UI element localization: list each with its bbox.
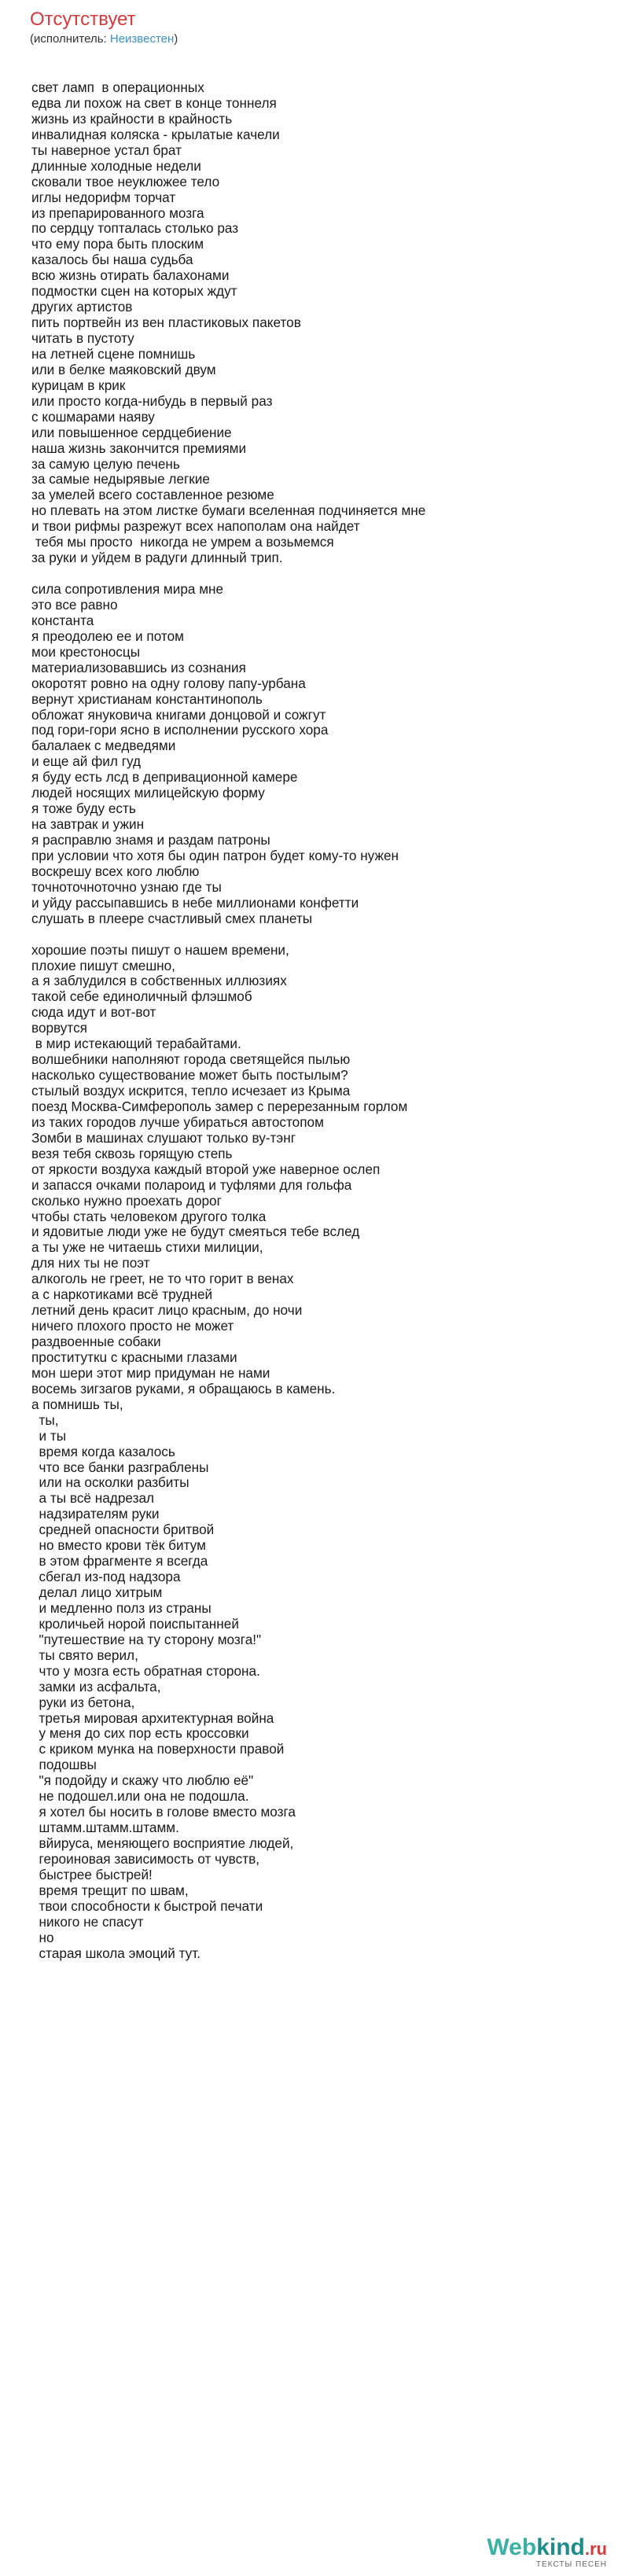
- lyric-line: курицам в крик: [31, 377, 126, 393]
- lyric-line: ворвутся: [31, 1020, 87, 1036]
- lyric-line: средней опасности бритвой: [31, 1522, 215, 1538]
- lyric-line: мои крестоносцы: [31, 643, 141, 660]
- lyric-line: Зомби в машинах слушают только ву-тэнг: [31, 1129, 296, 1146]
- lyric-line: мон шери этот мир придуман не нами: [31, 1364, 270, 1381]
- lyric-line: ты наверное устал брат: [31, 142, 182, 158]
- lyric-line: пить портвейн из вен пластиковых пакетов: [31, 315, 301, 331]
- lyric-line: едва ли похож на свет в конце тоннеля: [31, 94, 277, 111]
- lyric-line: слушать в плеере счастливый смех планеты: [31, 910, 313, 926]
- lyric-line: летний день красит лицо красным, до ночи: [31, 1302, 303, 1319]
- lyric-line: "я подойду и скажу что люблю её": [31, 1772, 254, 1789]
- lyric-line: чтобы стать человеком другого толка: [31, 1208, 267, 1224]
- lyric-line: наша жизнь закончится премиями: [31, 440, 247, 456]
- lyric-line: обложат януковича книгами донцовой и сожгут: [31, 706, 326, 723]
- lyric-line: за самую целую печень: [31, 455, 180, 472]
- lyric-line: или повышенное сердцебиение: [31, 424, 232, 440]
- lyric-line: в мир истекающий терабайтами.: [31, 1036, 241, 1052]
- lyric-line: поезд Москва-Симферополь замер с перерезанным горлом: [31, 1098, 408, 1114]
- lyric-line: за руки и уйдем в радуги длинный трип.: [31, 550, 283, 566]
- performer-suffix: ): [174, 32, 178, 46]
- lyric-line: или в белке маяковский двум: [31, 361, 216, 377]
- performer-link[interactable]: Неизвестен: [109, 32, 175, 46]
- lyric-line: а ты всё надрезал: [31, 1490, 155, 1507]
- lyric-line: длинные холодные недели: [31, 157, 201, 174]
- lyric-line: старая школа эмоций тут.: [31, 1945, 200, 1961]
- lyric-line: балалаек с медведями: [31, 738, 176, 754]
- lyric-line: твои способности к быстрой печати: [31, 1897, 263, 1914]
- lyric-line: за умелей всего составленное резюме: [31, 487, 274, 503]
- lyric-line: надзирателям руки: [31, 1506, 160, 1522]
- lyric-line: время трещит по швам,: [31, 1882, 189, 1898]
- lyric-line: жизнь из крайности в крайность: [31, 110, 233, 127]
- lyric-line: а ты уже не читаешь стихи милиции,: [31, 1239, 263, 1256]
- lyric-line: везя тебя сквозь горящую степь: [31, 1145, 233, 1161]
- lyric-line: волшебники наполняют города светящейся пылью: [31, 1051, 351, 1068]
- lyric-line: руки из бетона,: [31, 1694, 135, 1710]
- lyric-line: и твои рифмы разрежут всех напополам она найдет: [31, 518, 360, 535]
- lyric-line: такой себе единоличный флэшмоб: [31, 988, 252, 1005]
- lyric-line: окоротят ровно на одну голову папу-урбана: [31, 675, 306, 691]
- lyric-line: от яркости воздуха каждый второй уже наверное ослеп: [31, 1161, 381, 1177]
- lyric-line: кроличьей норой поиспытанней: [31, 1615, 239, 1632]
- lyric-line: при условии что хотя бы один патрон будет кому-то нужен: [31, 847, 399, 863]
- lyric-line: или просто когда-нибудь в первый раз: [31, 392, 273, 409]
- lyric-line: я тоже буду есть: [31, 800, 136, 817]
- lyric-line: ты свято верил,: [31, 1647, 138, 1663]
- lyric-line: что у мозга есть обратная сторона.: [31, 1662, 260, 1679]
- lyric-line: у меня до сих пор есть кроссовки: [31, 1725, 249, 1742]
- lyric-line: ты,: [31, 1411, 59, 1428]
- lyric-line: иглы недорифм торчат: [31, 189, 176, 205]
- lyric-line: сковали твое неуклюжее тело: [31, 173, 220, 190]
- performer-prefix: (исполнитель:: [30, 32, 110, 46]
- lyric-line: сюда идут и вот-вот: [31, 1004, 156, 1021]
- lyric-line: плохие пишут смешно,: [31, 957, 175, 973]
- lyric-line: [31, 566, 613, 582]
- lyric-line: не подошел.или она не подошла.: [31, 1788, 249, 1805]
- lyric-line: точноточноточно узнаю где ты: [31, 878, 222, 895]
- lyric-line: казалось бы наша судьба: [31, 252, 193, 268]
- lyric-line: константа: [31, 612, 94, 628]
- lyric-line: и запасся очками полароид и туфлями для гольфа: [31, 1176, 352, 1193]
- lyric-line: вернут христианам константинополь: [31, 690, 263, 707]
- lyric-line: и медленно полз из страны: [31, 1599, 212, 1616]
- lyric-line: или на осколки разбиты: [31, 1474, 189, 1491]
- lyric-line: за самые недырявые легкие: [31, 471, 210, 488]
- logo-wordmark: Webkind.ru: [487, 2534, 607, 2560]
- lyric-line: читать в пустоту: [31, 330, 134, 346]
- lyric-line: "путешествие на ту сторону мозга!": [31, 1631, 262, 1647]
- lyric-line: с криком мунка на поверхности правой: [31, 1741, 285, 1757]
- lyric-line: делал лицо хитрым: [31, 1584, 163, 1600]
- lyric-line: людей носящих милицейскую форму: [31, 785, 265, 801]
- lyric-line: я преодолею ее и потом: [31, 627, 184, 644]
- lyric-line: из таких городов лучше убираться автостопом: [31, 1113, 324, 1130]
- lyric-line: третья мировая архитектурная война: [31, 1709, 274, 1726]
- lyric-line: под гори-гори ясно в исполнении русского хора: [31, 722, 329, 738]
- lyric-line: но вместо крови тёк битум: [31, 1537, 206, 1554]
- lyric-line: я расправлю знамя и раздам патроны: [31, 832, 270, 848]
- site-logo[interactable]: [442, 2535, 607, 2570]
- lyric-line: но плевать на этом листке бумаги вселенная подчиняется мне: [31, 502, 426, 519]
- lyric-line: подмостки сцен на которых ждут: [31, 283, 237, 300]
- lyric-line: сила сопротивления мира мне: [31, 581, 224, 597]
- lyric-line: воскрешу всех кого люблю: [31, 863, 200, 879]
- lyric-line: что ему пора быть плоским: [31, 236, 204, 252]
- lyric-line: а с наркотиками всё трудней: [31, 1286, 213, 1303]
- lyric-line: для них ты не поэт: [31, 1255, 150, 1271]
- lyric-line: по сердцу топталась столько раз: [31, 220, 239, 237]
- lyric-line: сколько нужно проехать дорог: [31, 1192, 222, 1209]
- lyric-line: материализовавшись из сознания: [31, 659, 246, 675]
- lyric-line: и еще ай фил гуд: [31, 753, 142, 770]
- lyric-line: и уйду рассыпавшись в небе миллионами конфетти: [31, 894, 359, 911]
- lyric-line: замки из асфальта,: [31, 1678, 161, 1695]
- lyric-line: я буду есть лсд в депривационной камере: [31, 769, 298, 786]
- lyric-line: в этом фрагменте я всегда: [31, 1553, 208, 1570]
- performer-line: [30, 31, 178, 47]
- lyric-line: на летней сцене помнишь: [31, 345, 196, 362]
- lyric-line: подошвы: [31, 1757, 97, 1773]
- lyric-line: никого не спасут: [31, 1913, 144, 1930]
- lyric-line: но: [31, 1929, 54, 1945]
- lyric-line: ничего плохого просто не может: [31, 1318, 234, 1334]
- lyric-line: тебя мы просто никогда не умрем а возьмемся: [31, 534, 334, 550]
- lyric-line: героиновая зависимость от чувств,: [31, 1850, 259, 1867]
- lyric-line: время когда казалось: [31, 1443, 175, 1459]
- lyric-line: быстрее быстрей!: [31, 1866, 153, 1882]
- lyric-line: проституткu с красными глазами: [31, 1349, 237, 1365]
- lyric-line: из препарированного мозга: [31, 204, 204, 221]
- lyric-line: я хотел бы носить в голове вместо мозга: [31, 1804, 296, 1820]
- lyric-line: а я заблудился в собственных иллюзиях: [31, 973, 287, 989]
- lyrics-text: [31, 80, 613, 1962]
- lyric-line: других артистов: [31, 299, 133, 315]
- lyric-line: это все равно: [31, 596, 118, 613]
- lyric-line: алкоголь не греет, не то что горит в венах: [31, 1271, 294, 1287]
- lyric-line: вйируса, меняющего восприятие людей,: [31, 1835, 294, 1851]
- lyric-line: а помнишь ты,: [31, 1396, 123, 1412]
- lyric-line: [31, 927, 613, 943]
- lyric-line: сбегал из-под надзора: [31, 1569, 181, 1585]
- lyric-line: с кошмарами наяву: [31, 408, 155, 425]
- lyric-line: стылый воздух искрится, тепло исчезает из Крыма: [31, 1083, 351, 1098]
- lyric-line: свет ламп в операционных: [31, 79, 204, 95]
- lyric-line: что все банки разграблены: [31, 1459, 209, 1475]
- logo-tagline: ТЕКСТЫ ПЕСЕН: [535, 2560, 607, 2569]
- lyric-line: насколько существование может быть постылым?: [31, 1067, 348, 1084]
- lyric-line: и ядовитые люди уже не будут смеяться тебе вслед: [31, 1224, 360, 1240]
- lyric-line: всю жизнь отирать балахонами: [31, 267, 230, 284]
- lyric-line: и ты: [31, 1427, 67, 1444]
- song-title: Отсутствует: [30, 9, 136, 30]
- lyric-line: инвалидная коляска - крылатые качели: [31, 126, 280, 142]
- lyric-line: на завтрак и ужин: [31, 816, 145, 833]
- lyric-line: штамм.штамм.штамм.: [31, 1820, 179, 1836]
- lyric-line: восемь зигзагов руками, я обращаюсь в камень.: [31, 1380, 336, 1397]
- lyric-line: хорошие поэты пишут о нашем времени,: [31, 941, 289, 958]
- lyric-line: раздвоенные собаки: [31, 1334, 161, 1349]
